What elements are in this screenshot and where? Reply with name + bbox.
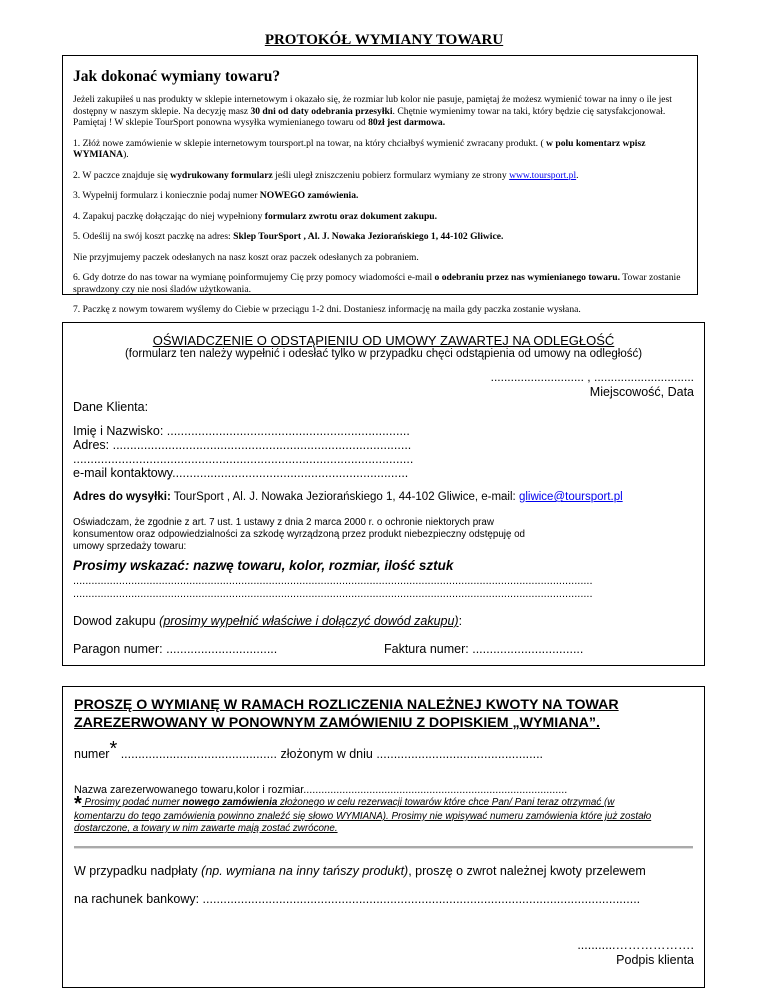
- place-date-field[interactable]: ............................ , ..............................: [490, 370, 694, 384]
- step-6-text-2: Towar zostanie sprawdzony czy nie nosi śladów użytkowania.: [73, 272, 681, 295]
- shipping-note: Nie przyjmujemy paczek odesłanych na nasz koszt oraz paczek odesłanych za pobraniem.: [73, 251, 419, 263]
- email-field[interactable]: e-mail kontaktowy....................................................................: [73, 466, 409, 480]
- receipt-number-field[interactable]: Paragon numer: ................................: [73, 642, 278, 656]
- step-2-bold: wydrukowany formularz: [170, 169, 273, 181]
- signature-label: Podpis klienta: [616, 953, 694, 967]
- declaration-line-1: Oświadczam, że zgodnie z art. 7 ust. 1 ustawy z dnia 2 marca 2000 r. o ochronie niektorych praw: [73, 517, 494, 528]
- proof-of-purchase: [73, 614, 462, 628]
- address-field[interactable]: Adres: ......................................................................................: [73, 438, 412, 452]
- name-field[interactable]: Imię i Nazwisko: ......................................................................: [73, 424, 410, 438]
- footnote-bold: nowego zamówienia: [182, 797, 278, 808]
- step-3: [73, 190, 687, 202]
- step-3-bold: NOWEGO zamówienia.: [259, 190, 359, 201]
- intro-text-2: . Chętnie wymienimy towar na taki, który będzie cię satysfakcjonował. Pamiętaj ! W sklepie TourSport ponowna wysyłka wymienianego towaru od: [73, 105, 666, 128]
- step-6-bold: o odebraniu przez nas wymienianego towaru.: [434, 272, 621, 283]
- step-5-text: 5. Odeślij na swój koszt paczkę na adres:: [73, 231, 234, 242]
- step-2-text-2: jeśli uległ zniszczeniu pobierz formularz wymiany ze strony: [272, 169, 510, 181]
- instructions-heading: Jak dokonać wymiany towaru?: [73, 68, 281, 85]
- toursport-link[interactable]: www.toursport.pl: [509, 169, 577, 181]
- step-1-bold: w polu komentarz wpisz WYMIANA: [73, 137, 646, 160]
- withdrawal-form: [62, 322, 705, 666]
- step-7: 7. Paczkę z nowym towarem wyślemy do Ciebie w przeciągu 1-2 dni. Dostaniesz informację na maila gdy paczka zostanie wysłana.: [73, 304, 581, 315]
- exchange-form: [62, 686, 705, 988]
- reserved-product-field[interactable]: Nazwa zarezerwowanego towaru,kolor i rozmiar........................................................................................: [74, 784, 568, 796]
- order-number-date-line: ............................................. złożonym w dniu ................................................: [117, 747, 544, 761]
- step-3-text: 3. Wypełnij formularz i koniecznie podaj numer: [73, 190, 260, 201]
- declaration-line-2: konsumentow oraz odpowiedzialności za szkodę wyrządzoną przez produkt niebezpieczny odstępuję od: [73, 529, 526, 540]
- proof-label: Dowod zakupu: [73, 614, 160, 628]
- withdrawal-subheading: (formularz ten należy wypełnić i odesłać tylko w przypadku chęci odstąpienia od umowy na odległość): [124, 348, 643, 360]
- section-divider: [74, 846, 693, 849]
- bank-account-field[interactable]: na rachunek bankowy: ..............................................................................................................................: [74, 892, 641, 906]
- step-2: [73, 170, 687, 182]
- invoice-number-field[interactable]: Faktura numer: ................................: [384, 642, 584, 656]
- step-5: [73, 231, 687, 243]
- shipping-address-label: Adres do wysyłki:: [73, 491, 171, 503]
- place-date-label: Miejscowość, Data: [589, 385, 694, 399]
- footnote-line-1: [74, 793, 615, 815]
- exchange-heading-line-2: ZAREZERWOWANY W PONOWNYM ZAMÓWIENIU Z DOPISKIEM „WYMIANA”.: [74, 715, 600, 731]
- step-6-text: 6. Gdy dotrze do nas towar na wymianę poinformujemy Cię przy pomocy wiadomości e-mail: [73, 272, 435, 283]
- items-field-line-2[interactable]: ..........................................................................................................................................................................: [73, 588, 593, 600]
- intro-text: Jeżeli zakupiłeś u nas produkty w sklepie internetowym i okazało się, że rozmiar lub kolor nie pasuje, pamiętaj że możesz wymienić towar na inny o ile jest dostępny w naszym sklepie. Na decyzję masz: [73, 94, 672, 117]
- withdrawal-heading: OŚWIADCZENIE O ODSTĄPIENIU OD UMOWY ZAWARTEJ NA ODLEGŁOŚĆ: [152, 333, 615, 348]
- proof-hint: (prosimy wypełnić właściwe i dołączyć dowód zakupu): [159, 614, 459, 628]
- step-1-text: 1. Złóż nowe zamówienie w sklepie internetowym toursport.pl na towar, na który chciałbyś wymienić zwracany produkt. (: [73, 137, 547, 149]
- intro-free-shipping: 80zł jest darmowa.: [368, 117, 446, 128]
- step-2-text: 2. W paczce znajduje się: [73, 169, 171, 181]
- declaration-line-3: umowy sprzedaży towaru:: [73, 541, 187, 552]
- intro-deadline: 30 dni od daty odebrania przesyłki: [250, 105, 393, 117]
- items-field-line-1[interactable]: ..........................................................................................................................................................................: [73, 575, 593, 587]
- overpayment-text-1: W przypadku nadpłaty: [74, 864, 202, 878]
- step-1-end: ).: [123, 149, 129, 160]
- signature-field[interactable]: ...........……………….: [577, 938, 694, 952]
- order-number-field[interactable]: [74, 738, 544, 761]
- footnote-text: Prosimy podać numer: [84, 797, 183, 808]
- exchange-heading-line-1: PROSZĘ O WYMIANĘ W RAMACH ROZLICZENIA NALEŻNEJ KWOTY NA TOWAR: [74, 697, 619, 713]
- step-4-text: 4. Zapakuj paczkę dołączając do niej wypełniony: [73, 210, 265, 222]
- footnote-text-2: złożonego w celu rezerwacji towarów które chce Pan/ Pani teraz otrzymać (w: [277, 797, 615, 808]
- address-field-line2[interactable]: ..................................................................................................: [73, 452, 414, 466]
- overpayment-text: [74, 864, 646, 878]
- footnote-line-3: dostarczone, a towary w nim zawarte mają zostać zwrócone.: [74, 823, 338, 834]
- footnote-line-2: komentarzu do tego zamówienia powinno znaleźć się słowo WYMIANA). Prosimy nie wpisywać numeru zamówienia które już zostało: [74, 811, 652, 822]
- step-1: [73, 138, 687, 161]
- step-4-bold: formularz zwrotu oraz dokument zakupu.: [264, 210, 438, 222]
- asterisk-marker: *: [109, 738, 118, 760]
- shipping-address: [73, 491, 623, 503]
- intro-paragraph: [73, 94, 687, 129]
- overpayment-example: (np. wymiana na inny tańszy produkt): [201, 864, 409, 878]
- shipping-address-text: TourSport , Al. J. Nowaka Jeziorańskiego 1, 44-102 Gliwice, e-mail:: [170, 491, 519, 503]
- footnote-asterisk: *: [74, 793, 82, 815]
- step-4: [73, 211, 687, 223]
- overpayment-text-2: , proszę o zwrot należnej kwoty przelewem: [408, 864, 646, 878]
- client-data-label: Dane Klienta:: [73, 400, 149, 414]
- step-5-address: Sklep TourSport , Al. J. Nowaka Jeziorańskiego 1, 44-102 Gliwice.: [233, 231, 504, 242]
- step-2-end: .: [576, 169, 579, 181]
- proof-colon: :: [458, 614, 463, 628]
- page-title: PROTOKÓŁ WYMIANY TOWARU: [264, 32, 504, 48]
- shipping-email-link[interactable]: gliwice@toursport.pl: [518, 491, 623, 503]
- step-6: [73, 272, 687, 295]
- instructions-box: [62, 55, 698, 315]
- specify-items-label: Prosimy wskazać: nazwę towaru, kolor, rozmiar, ilość sztuk: [73, 558, 454, 573]
- order-number-label: numer: [74, 747, 110, 761]
